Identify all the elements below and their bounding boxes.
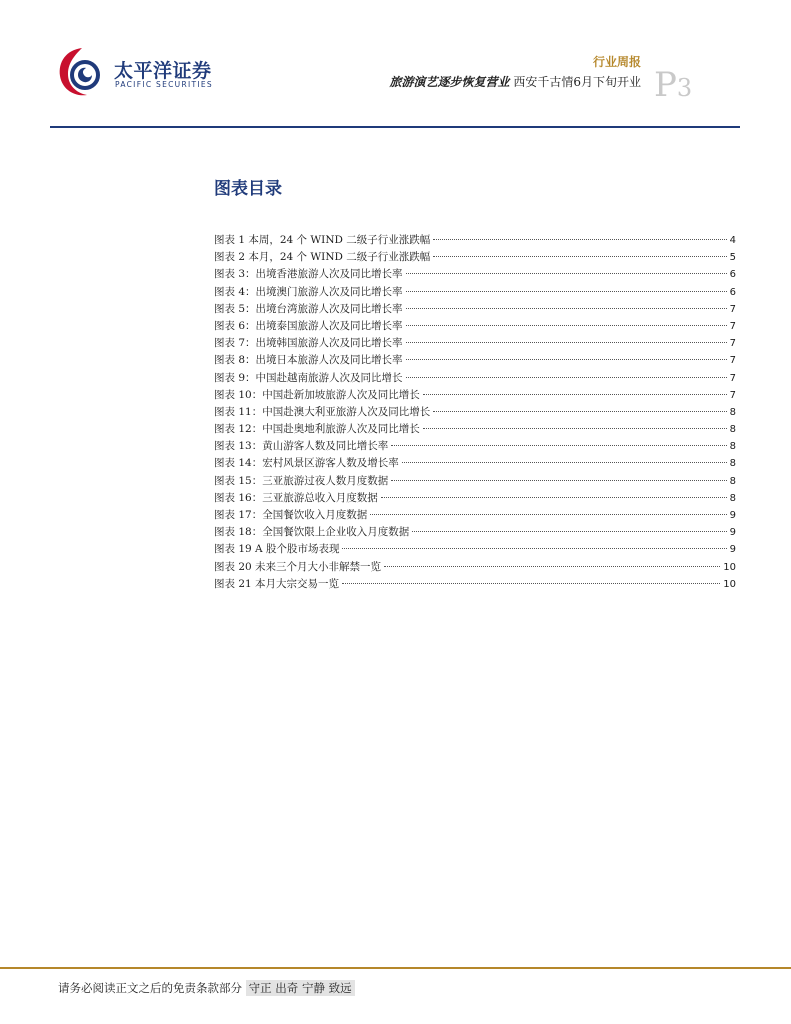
toc-entry-page: 4 [729,235,736,246]
toc-entry-page: 7 [729,355,736,367]
company-logo [54,44,224,100]
toc-entry-label: 图表 7：出境韩国旅游人次及同比增长率 [214,337,403,350]
toc-entry-page: 8 [729,441,736,453]
toc-entry-page: 7 [729,303,736,315]
toc-entry-label: 图表 19 A 股个股市场表现 [214,543,340,556]
toc-entry-label: 图表 13：黄山游客人数及同比增长率 [214,440,389,453]
toc-entry[interactable] [214,266,736,283]
toc-entry-label: 图表 4：出境澳门旅游人次及同比增长率 [214,285,403,298]
report-type: 行业周报 [592,55,641,69]
toc-entry-page: 7 [729,389,736,401]
toc-entry-label: 图表 14：宏村风景区游客人数及增长率 [214,457,399,470]
toc-entry-label: 图表 3：出境香港旅游人次及同比增长率 [214,268,403,281]
toc-entry-label: 图表 16：三亚旅游总收入月度数据 [214,491,378,504]
toc-entry-page: 7 [729,372,736,384]
toc-entry-label: 图表 1 本周，24 个 WIND 二级子行业涨跌幅 [214,234,431,246]
footer [58,980,355,996]
toc-leader-dots [406,342,727,343]
toc-entry-label: 图表 5：出境台湾旅游人次及同比增长率 [214,302,403,315]
toc-entry-page: 8 [729,475,736,487]
toc-entry-page: 10 [723,561,736,573]
toc-leader-dots [406,291,727,292]
toc-entry-label: 图表 15：三亚旅游过夜人数月度数据 [214,474,389,487]
header-divider [50,126,740,128]
toc-entry-page: 7 [729,338,736,350]
toc-entry-page: 10 [723,578,736,590]
toc-entry-page: 7 [729,320,736,332]
report-title [390,73,641,90]
toc-entry-label: 图表 17：全国餐饮收入月度数据 [214,509,368,521]
toc-entry-label: 图表 10：中国赴新加坡旅游人次及同比增长 [214,388,420,401]
toc-entry-page: 9 [729,510,736,521]
toc-leader-dots [406,308,727,309]
toc-entry-label: 图表 6：出境泰国旅游人次及同比增长率 [214,319,403,332]
toc-entry[interactable] [214,249,736,266]
toc-entry-label: 图表 18：全国餐饮限上企业收入月度数据 [214,526,410,539]
toc-entry-page: 8 [729,492,736,504]
footer-motto: 守正 出奇 宁静 致远 [246,980,355,996]
toc-entry-page: 9 [729,544,736,556]
toc-entry[interactable] [214,284,736,301]
footer-disclaimer: 请务必阅读正文之后的免责条款部分 [58,981,242,995]
pacific-securities-logo-icon [54,44,110,100]
toc-leader-dots [381,497,727,498]
toc-entry-page: 5 [729,252,736,264]
toc-entry[interactable] [214,370,736,387]
toc-leader-dots [370,514,726,515]
toc-entry-page: 8 [729,424,736,436]
toc-leader-dots [406,359,727,360]
toc-entry[interactable] [214,473,736,490]
toc-entry-label: 图表 2 本月，24 个 WIND 二级子行业涨跌幅 [214,251,431,264]
toc-entry[interactable] [214,559,736,576]
toc-leader-dots [406,273,727,274]
toc-entry-label: 图表 12：中国赴奥地利旅游人次及同比增长 [214,423,420,436]
toc-entry-label: 图表 9：中国赴越南旅游人次及同比增长 [214,371,403,384]
toc-leader-dots [433,239,726,240]
toc-entry[interactable] [214,455,736,472]
toc-leader-dots [402,462,727,463]
toc-entry[interactable] [214,387,736,404]
toc-leader-dots [423,394,727,395]
toc-entry-label: 图表 8：出境日本旅游人次及同比增长率 [214,354,403,367]
toc-entry[interactable] [214,524,736,541]
footer-divider [0,967,791,969]
toc-leader-dots [384,566,720,567]
section-title: 图表目录 [214,179,282,199]
toc-entry-label: 图表 11：中国赴澳大利亚旅游人次及同比增长 [214,405,431,418]
logo-chinese-name: 太平洋证券 [114,60,212,82]
table-of-figures [214,232,736,593]
toc-entry[interactable] [214,438,736,455]
page-number-digit: 3 [676,74,693,102]
toc-entry-page: 8 [729,458,736,470]
toc-leader-dots [391,445,726,446]
toc-leader-dots [423,428,727,429]
toc-entry[interactable] [214,232,736,249]
toc-entry[interactable] [214,318,736,335]
toc-entry[interactable] [214,404,736,421]
toc-leader-dots [342,583,720,584]
toc-leader-dots [433,411,726,412]
toc-leader-dots [391,480,726,481]
toc-entry-page: 6 [729,286,736,298]
toc-entry[interactable] [214,490,736,507]
toc-entry[interactable] [214,541,736,558]
toc-entry-page: 9 [729,527,736,539]
report-title-main: 旅游演艺逐步恢复营业 [389,75,510,89]
toc-entry-label: 图表 20 未来三个月大小非解禁一览 [214,560,382,573]
toc-entry[interactable] [214,576,736,593]
toc-entry[interactable] [214,507,736,524]
toc-entry[interactable] [214,335,736,352]
report-title-sub: 西安千古情6月下旬开业 [513,75,641,89]
toc-entry-page: 6 [729,269,736,281]
toc-entry-label: 图表 21 本月大宗交易一览 [214,577,340,590]
page-number-letter: P [654,65,677,105]
toc-leader-dots [433,256,726,257]
page-number [654,65,693,105]
toc-entry[interactable] [214,352,736,369]
toc-leader-dots [412,531,726,532]
toc-leader-dots [406,377,727,378]
toc-entry[interactable] [214,421,736,438]
toc-entry[interactable] [214,301,736,318]
toc-leader-dots [342,548,726,549]
toc-leader-dots [406,325,727,326]
logo-english-name: PACIFIC SECURITIES [115,80,213,89]
toc-entry-page: 8 [729,406,736,418]
